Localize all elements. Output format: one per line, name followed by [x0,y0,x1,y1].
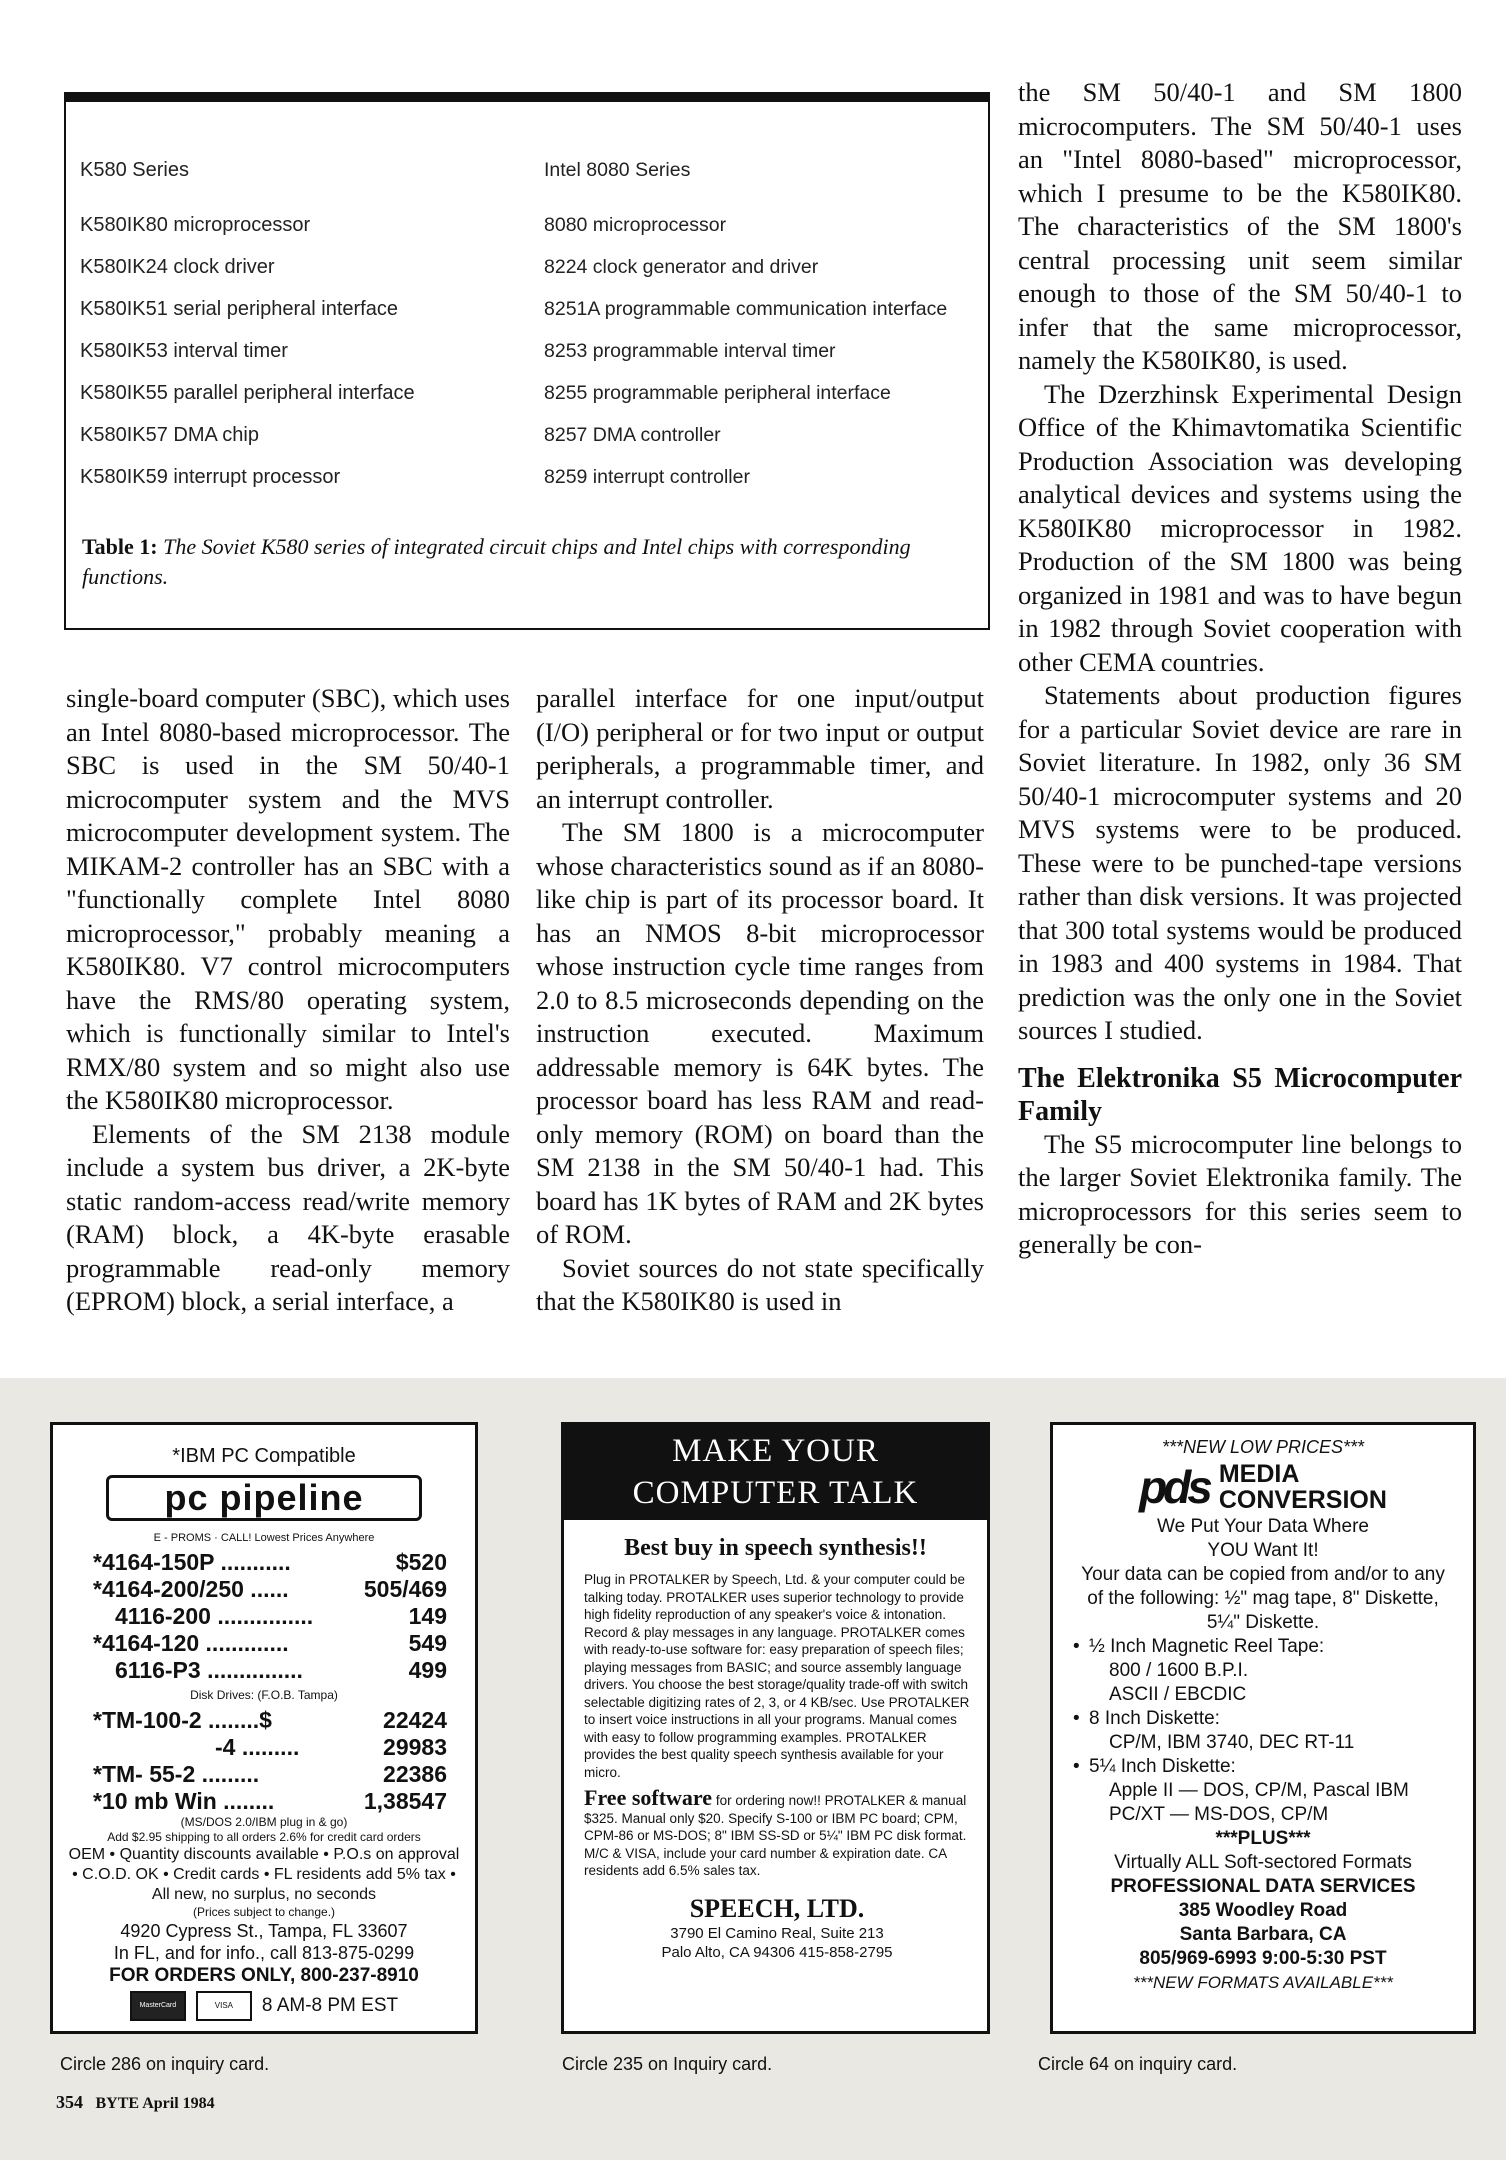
intel-column [544,152,947,498]
price-row: *TM-100-2 ........$ 22424 [93,1707,447,1733]
paragraph: Statements about production figures for a particular Soviet device are rare in Soviet literature. In 1982, only 36 SM 50/40-1 microcomputer systems and 20 MVS systems were to be produced. These were to be punched-tape versions rather than disk versions. It was projected that 300 total systems would be produced in 1983 and 400 systems in 1984. That prediction was the only one in the Soviet sources I studied. [1018,680,1462,1045]
ad3-title: MEDIA CONVERSION [1218,1460,1387,1514]
table-cell: 8255 programmable peripheral interface [544,382,891,404]
ad2-headline: MAKE YOUR COMPUTER TALK [561,1422,990,1520]
intel-header: Intel 8080 Series [544,159,691,181]
paragraph: parallel interface for one input/output (I/O) peripheral or for two input or output peripherals, a programmable timer, and an interrupt controller. [536,683,984,814]
paragraph: The Dzerzhinsk Experimental Design Office of the Khimavtomatika Scientific Production Association was developing analytical devices and systems using the K580IK80 microprocessor in 1982. Production of the SM 1800 was being organized in 1981 and was to have begun in 1982 through Soviet cooperation with other CEMA countries. [1018,378,1462,677]
ad1-top-line: *IBM PC Compatible [172,1445,356,1467]
ad1-orders: FOR ORDERS ONLY, 800-237-8910 [109,1965,419,1986]
visa-icon: VISA [196,1991,252,2021]
price-row: *10 mb Win ........ 1,38547 [93,1788,447,1814]
paragraph: Elements of the SM 2138 module include a system bus driver, a 2K-byte static random-access read/write memory (RAM) block, a 4K-byte erasable programmable read-only memory (EPROM) block, a serial interface, a [66,1118,510,1316]
ad1-hours: 8 AM-8 PM EST [261,1995,399,2016]
paragraph: single-board computer (SBC), which uses an Intel 8080-based microprocessor. The SBC is used in the SM 50/40-1 microcomputer system and the MVS microcomputer development system. The MIKAM-2 controller has an SBC with a "functionally complete Intel 8080 microprocessor," probably meaning a K580IK80. V7 control microcomputers have the RMS/80 operating system, which is functionally similar to Intel's RMX/80 system and so might also use the K580IK80 microprocessor. [66,683,510,1115]
table-cell: 8253 programmable interval timer [544,340,836,362]
pds-logo-icon: pds [1139,1461,1209,1513]
ad3-line: YOU Want It! [1207,1540,1319,1561]
caption-label: Table 1: [82,534,158,559]
ad2-address: Palo Alto, CA 94306 415-858-2795 [661,1943,893,1961]
ad3-address: 385 Woodley Road [1178,1900,1348,1921]
fine-print: Add $2.95 shipping to all orders 2.6% for credit card orders [107,1830,421,1844]
magazine-issue: BYTE April 1984 [95,2095,215,2112]
table-cell: K580IK59 interrupt processor [80,466,341,488]
ad3-line: We Put Your Data Where [1157,1516,1369,1537]
ad1-terms: OEM • Quantity discounts available • P.O.s on approval • C.O.D. OK • Credit cards • FL residents add 5% tax • All new, no surplus, no seconds [68,1846,460,1903]
inquiry-note: Circle 64 on inquiry card. [1038,2054,1238,2074]
article-column-1 [66,682,510,1319]
table-cell: 8257 DMA controller [544,424,721,446]
inquiry-note: Circle 286 on inquiry card. [60,2054,270,2074]
table-cell: 8080 microprocessor [544,214,727,236]
ad2-subhead: Best buy in speech synthesis!! [624,1535,927,1561]
ad3-company: PROFESSIONAL DATA SERVICES [1110,1876,1416,1897]
ad3-phone: 805/969-6993 9:00-5:30 PST [1139,1948,1387,1969]
ad1-address: 4920 Cypress St., Tampa, FL 33607 [120,1921,408,1941]
ad-pc-pipeline[interactable] [50,1422,478,2034]
table-cell: K580IK24 clock driver [80,256,275,278]
ad1-tagline: E - PROMS · CALL! Lowest Prices Anywhere [153,1532,375,1544]
free-software-label: Free software [584,1785,713,1810]
price-row: *4164-200/250 ...... 505/469 [93,1576,447,1602]
paragraph: The SM 1800 is a microcomputer whose characteristics sound as if an 8080-like chip is part of its processor board. It has an NMOS 8-bit microprocessor whose instruction cycle time ranges from 2.0 to 8.5 microseconds depending on the instruction executed. Maximum addressable memory is 64K bytes. The processor board has less RAM and read-only memory (ROM) on board than the SM 2138 in the SM 50/40-1 had. This board has 1K bytes of RAM and 2K bytes of ROM. [536,817,984,1249]
ad3-address: Santa Barbara, CA [1179,1924,1347,1945]
table-caption [82,532,972,592]
fine-print: (MS/DOS 2.0/IBM plug in & go) [180,1815,348,1829]
table-cell: K580IK57 DMA chip [80,424,259,446]
table-cell: 8251A programmable communication interface [544,298,948,320]
price-row: *4164-150P ........... $520 [93,1549,447,1575]
price-row: 4116-200 ............... 149 [115,1603,447,1629]
ad2-body: Plug in PROTALKER by Speech, Ltd. & your computer could be talking today. PROTALKER uses superior technology to provide high fidelity reproduction of any speaker's voice & intonation. Record & play messages in any language. PROTALKER comes with ready-to-use software for: easy preparation of speech files; playing messages from BASIC; and source assembly language drivers. You choose the best storage/quality trade-off with switch selectable digitizing rates of 2, 3, or 4 KB/sec. Use PROTALKER to insert voice instructions in all your programs. Manual comes with easy to follow programming examples. PROTALKER provides the best quality speech synthesis available for your micro. Free software for ordering now!! PROTALKER & manual $325. Manual only $20. Specify S-100 or IBM PC board; CPM, CPM-86 or MS-DOS; 8" IBM SS-SD or 5¼" IBM PC disk format. M/C & VISA, include your card number & expiration date. CA residents add 6.5% sales tax. SPEECH, LTD. 3790 El Camino Real, Suite 213 Palo Alto, CA 94306 415-858-2795 [584,1572,970,1961]
price-row: *TM- 55-2 ......... 22386 [93,1761,447,1787]
paragraph: the SM 50/40-1 and SM 1800 microcomputers. The SM 50/40-1 uses an "Intel 8080-based" microprocessor, which I presume to be the K580IK80. The characteristics of the SM 1800's central processing unit seem similar enough to those of the SM 50/40-1 to infer that the same microprocessor, namely the K580IK80, is used. [1018,77,1462,375]
price-list-1 [65,1549,463,1684]
list-item: • ½ Inch Magnetic Reel Tape: 800 / 1600 B.P.I. ASCII / EBCDIC [1089,1635,1455,1707]
caption-text: The Soviet K580 series of integrated circuit chips and Intel chips with corresponding functions. [82,534,911,589]
table-cell: K580IK80 microprocessor [80,214,311,236]
article-column-3 [1018,76,1462,1262]
ad2-address: 3790 El Camino Real, Suite 213 [670,1924,884,1942]
k580-header: K580 Series [80,159,189,181]
list-item: • 8 Inch Diskette: CP/M, IBM 3740, DEC RT-11 [1089,1707,1455,1755]
ad3-plus: ***PLUS*** [1215,1828,1311,1849]
list-item: • 5¼ Inch Diskette: Apple II — DOS, CP/M, Pascal IBM PC/XT — MS-DOS, CP/M [1089,1755,1455,1827]
table-1 [64,92,990,630]
price-list-2 [65,1707,463,1815]
fine-print: (Prices subject to change.) [192,1905,336,1919]
payment-row [65,1991,463,2021]
paragraph: Soviet sources do not state specifically that the K580IK80 is used in [536,1252,984,1316]
table-cell: 8224 clock generator and driver [544,256,819,278]
price-row: -4 ......... 29983 [215,1734,447,1760]
k580-column [80,152,415,498]
pc-pipeline-logo [106,1475,422,1521]
article-column-2 [536,682,984,1319]
paragraph: The S5 microcomputer line belongs to the larger Soviet Elektronika family. The microprocessors for this series seem to generally be con- [1018,1128,1462,1259]
ad-speech-ltd[interactable] [561,1422,990,2034]
ad3-virtually: Virtually ALL Soft-sectored Formats [1114,1852,1412,1873]
table-cell: 8259 interrupt controller [544,466,750,488]
page-number: 354 [56,2092,83,2112]
price-row: *4164-120 ............. 549 [93,1630,447,1656]
ad3-line: Your data can be copied from and/or to any of the following: ½" mag tape, 8" Diskette, 5¼" Diskette. [1081,1564,1445,1633]
logo-text: pc pipeline [164,1477,364,1518]
disk-label: Disk Drives: (F.O.B. Tampa) [190,1688,338,1702]
table-cell: K580IK55 parallel peripheral interface [80,382,415,404]
section-heading: The Elektronika S5 Microcomputer Family [1018,1062,1462,1127]
ad-professional-data-services[interactable] [1050,1422,1476,2034]
table-cell: K580IK51 serial peripheral interface [80,298,398,320]
ad2-company: SPEECH, LTD. [689,1893,865,1923]
mastercard-icon: MasterCard [130,1991,186,2021]
price-row: 6116-P3 ............... 499 [115,1657,447,1683]
ad3-logo-row [1071,1461,1455,1513]
inquiry-note: Circle 235 on Inquiry card. [562,2054,773,2074]
ad3-bottom: ***NEW FORMATS AVAILABLE*** [1133,1973,1393,1992]
table-cell: K580IK53 interval timer [80,340,288,362]
free-software-text: for ordering now!! PROTALKER & manual $325. Manual only $20. Specify S-100 or IBM PC board; CPM, CPM-86 or MS-DOS; 8" IBM SS-SD or 5¼" IBM PC disk format. M/C & VISA, include your card number & expiration date. CA residents add 6.5% sales tax. [584,1793,967,1878]
ad3-top: ***NEW LOW PRICES*** [1161,1437,1365,1457]
ad1-info: In FL, and for info., call 813-875-0299 [113,1943,415,1963]
format-list [1071,1635,1455,1827]
page-folio [56,2092,215,2113]
